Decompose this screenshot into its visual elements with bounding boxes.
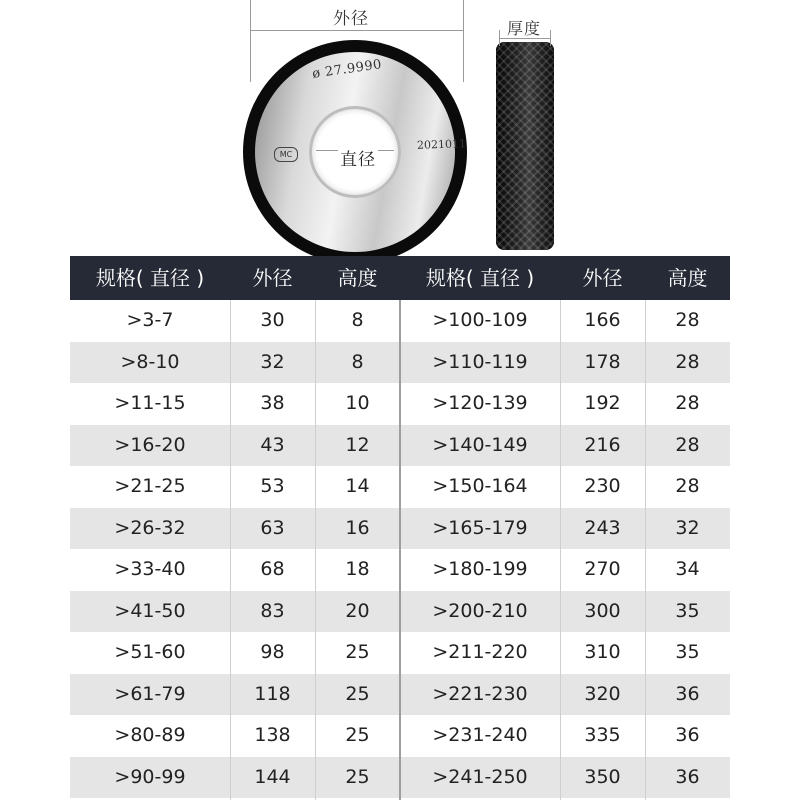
cell-height-left: 12 xyxy=(345,433,370,456)
cell-height-right: 35 xyxy=(675,641,700,663)
cell-height-left: 16 xyxy=(345,516,370,539)
cell-outer-right: 270 xyxy=(584,558,621,580)
outer-dimension-tick-right xyxy=(463,0,464,82)
cell-outer-right: 216 xyxy=(584,433,621,456)
cell-spec-right: >241-250 xyxy=(432,765,528,788)
cell-outer-left: 30 xyxy=(260,309,285,331)
column-divider xyxy=(560,300,561,800)
cell-height-left: 10 xyxy=(345,392,370,414)
cell-outer-left: 138 xyxy=(254,724,291,746)
outer-dimension-line xyxy=(250,30,464,31)
cell-outer-right: 320 xyxy=(584,682,621,705)
inner-diameter-label: 直径 xyxy=(338,145,378,170)
cell-spec-right: >140-149 xyxy=(432,433,528,456)
cell-height-left: 25 xyxy=(345,641,370,663)
cell-outer-right: 230 xyxy=(584,475,621,497)
column-divider xyxy=(315,300,316,800)
header-height-right: 高度 xyxy=(667,266,708,290)
cell-height-right: 28 xyxy=(675,392,700,414)
cell-height-left: 8 xyxy=(351,309,364,331)
cell-outer-left: 43 xyxy=(260,433,285,456)
cell-height-right: 32 xyxy=(675,516,700,539)
cell-outer-right: 192 xyxy=(584,392,621,414)
cell-outer-right: 166 xyxy=(584,309,621,331)
header-outer-left: 外径 xyxy=(252,266,293,290)
cell-spec-right: >231-240 xyxy=(432,724,528,746)
cell-spec-right: >110-119 xyxy=(432,350,528,373)
cell-height-right: 28 xyxy=(675,350,700,373)
cell-spec-right: >221-230 xyxy=(432,682,528,705)
cell-outer-left: 83 xyxy=(260,599,285,622)
cell-spec-left: >3-7 xyxy=(126,309,174,331)
cell-height-left: 8 xyxy=(351,350,364,373)
cell-spec-right: >120-139 xyxy=(432,392,528,414)
cell-height-left: 25 xyxy=(345,724,370,746)
column-divider xyxy=(645,300,646,800)
table-center-divider xyxy=(399,300,401,800)
cell-outer-left: 38 xyxy=(260,392,285,414)
cell-outer-right: 335 xyxy=(584,724,621,746)
header-outer-right: 外径 xyxy=(582,266,623,290)
cell-spec-right: >180-199 xyxy=(432,558,528,580)
cell-height-right: 28 xyxy=(675,309,700,331)
ring-engraving-serial: 2021011 xyxy=(416,137,467,152)
cell-outer-left: 53 xyxy=(260,475,285,497)
cell-outer-right: 310 xyxy=(584,641,621,663)
product-illustration xyxy=(0,0,800,256)
cell-spec-left: >21-25 xyxy=(114,475,186,497)
cell-height-right: 36 xyxy=(675,724,700,746)
cell-spec-left: >41-50 xyxy=(114,599,186,622)
cell-height-right: 36 xyxy=(675,682,700,705)
cell-spec-left: >90-99 xyxy=(114,765,186,788)
cell-spec-left: >33-40 xyxy=(114,558,186,580)
cell-spec-left: >61-79 xyxy=(114,682,186,705)
cell-height-left: 20 xyxy=(345,599,370,622)
cell-spec-left: >11-15 xyxy=(114,392,186,414)
column-divider xyxy=(230,300,231,800)
cell-spec-right: >200-210 xyxy=(432,599,528,622)
cell-outer-left: 144 xyxy=(254,765,291,788)
cell-spec-right: >165-179 xyxy=(432,516,528,539)
cell-spec-left: >16-20 xyxy=(114,433,186,456)
cell-height-right: 34 xyxy=(675,558,700,580)
cell-height-left: 18 xyxy=(345,558,370,580)
outer-diameter-label: 外径 xyxy=(333,9,369,29)
cell-height-left: 25 xyxy=(345,682,370,705)
cell-spec-left: >26-32 xyxy=(114,516,186,539)
cell-height-right: 36 xyxy=(675,765,700,788)
cell-outer-left: 63 xyxy=(260,516,285,539)
spec-table-header xyxy=(70,256,730,300)
cell-spec-right: >211-220 xyxy=(432,641,528,663)
cell-outer-right: 350 xyxy=(584,765,621,788)
cell-outer-left: 98 xyxy=(260,641,285,663)
cell-height-left: 25 xyxy=(345,765,370,788)
cell-outer-left: 118 xyxy=(254,682,291,705)
cell-height-right: 28 xyxy=(675,475,700,497)
ring-engraving-size: ø 27.9990 xyxy=(311,57,383,82)
header-height-left: 高度 xyxy=(337,266,378,290)
cell-spec-right: >150-164 xyxy=(432,475,528,497)
header-spec-right: 规格( 直径 ) xyxy=(425,266,535,290)
cell-spec-left: >8-10 xyxy=(120,350,180,373)
cell-spec-right: >100-109 xyxy=(432,309,528,331)
cell-spec-left: >80-89 xyxy=(114,724,186,746)
cell-height-right: 35 xyxy=(675,599,700,622)
outer-dimension-tick-left xyxy=(250,0,251,82)
cell-height-left: 14 xyxy=(345,475,370,497)
ring-gauge-side-image xyxy=(496,42,554,250)
header-spec-left: 规格( 直径 ) xyxy=(95,266,205,290)
cell-outer-right: 178 xyxy=(584,350,621,373)
cell-spec-left: >51-60 xyxy=(114,641,186,663)
cell-outer-right: 243 xyxy=(584,516,621,539)
ring-engraving-logo: MC xyxy=(274,147,298,162)
cell-outer-left: 68 xyxy=(260,558,285,580)
thickness-label: 厚度 xyxy=(507,19,542,38)
cell-outer-left: 32 xyxy=(260,350,285,373)
cell-height-right: 28 xyxy=(675,433,700,456)
cell-outer-right: 300 xyxy=(584,599,621,622)
